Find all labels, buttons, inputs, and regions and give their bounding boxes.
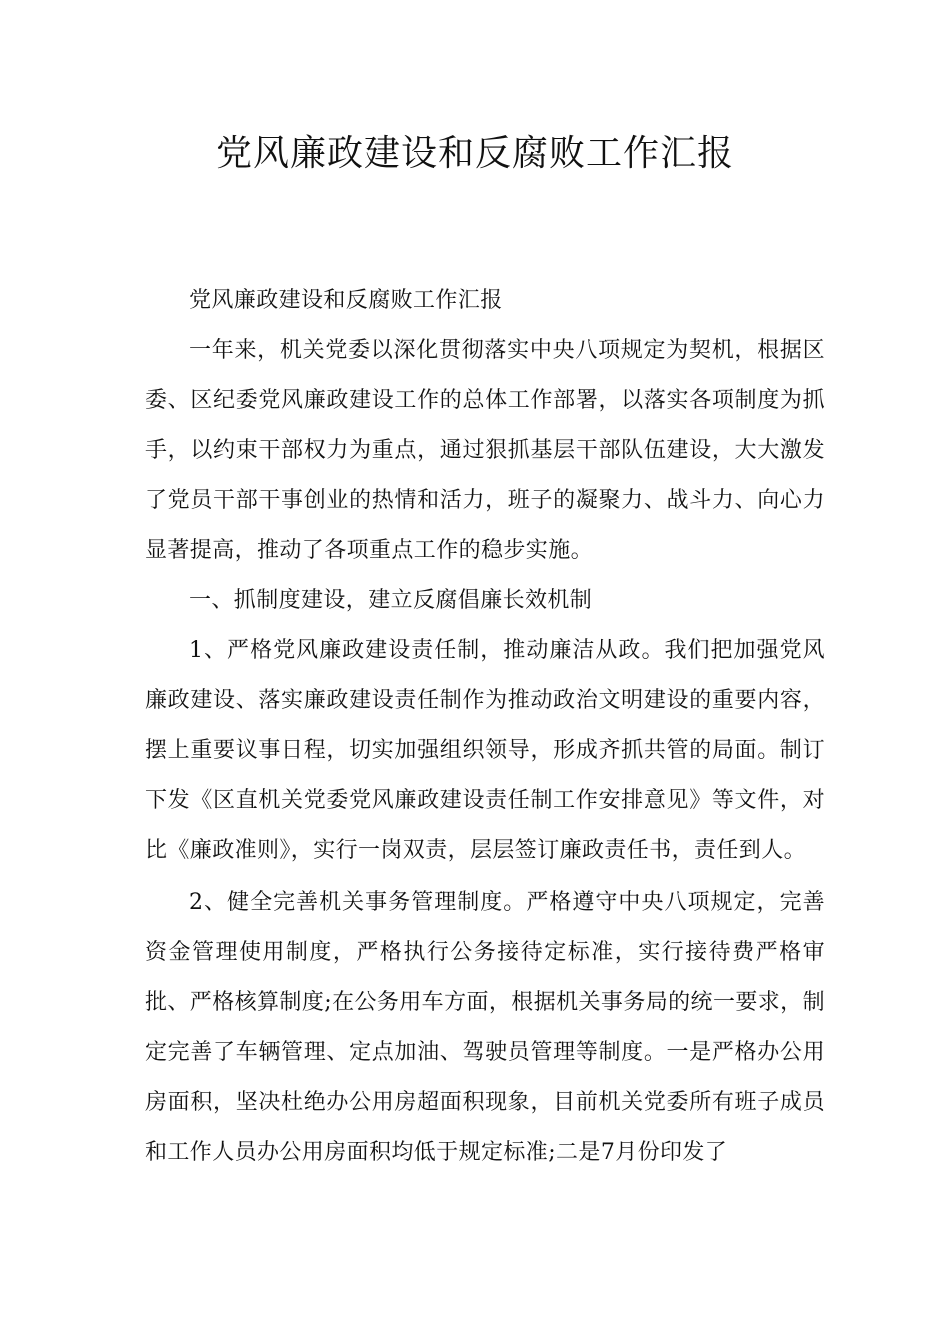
document-body [145, 276, 825, 1178]
document-title: 党风廉政建设和反腐败工作汇报 [215, 133, 734, 174]
paragraph-heading: 党风廉政建设和反腐败工作汇报 [189, 288, 503, 313]
paragraph-item-two: 2、健全完善机关事务管理制度。严格遵守中央八项规定，完善资金管理使用制度，严格执行公务接待定标准，实行接待费严格审批、严格核算制度;在公务用车方面，根据机关事务局的统一要求，制定完善了车辆管理、定点加油、驾驶员管理等制度。一是严格办公用房面积，坚决杜绝办公用房超面积现象，目前机关党委所有班子成员和工作人员办公用房面积均低于规定标准;二是7月份印发了 [145, 890, 825, 1165]
paragraph-section-one: 一、抓制度建设，建立反腐倡廉长效机制 [189, 588, 593, 613]
paragraph-intro: 一年来，机关党委以深化贯彻落实中央八项规定为契机，根据区委、区纪委党风廉政建设工作的总体工作部署，以落实各项制度为抓手，以约束干部权力为重点，通过狠抓基层干部队伍建设，大大激发了党员干部干事创业的热情和活力，班子的凝聚力、战斗力、向心力显著提高，推动了各项重点工作的稳步实施。 [145, 338, 825, 563]
paragraph-item-one: 1、严格党风廉政建设责任制，推动廉洁从政。我们把加强党风廉政建设、落实廉政建设责任制作为推动政治文明建设的重要内容，摆上重要议事日程，切实加强组织领导，形成齐抓共管的局面。制订下发《区直机关党委党风廉政建设责任制工作安排意见》等文件，对比《廉政准则》，实行一岗双责，层层签订廉政责任书，责任到人。 [145, 638, 825, 863]
